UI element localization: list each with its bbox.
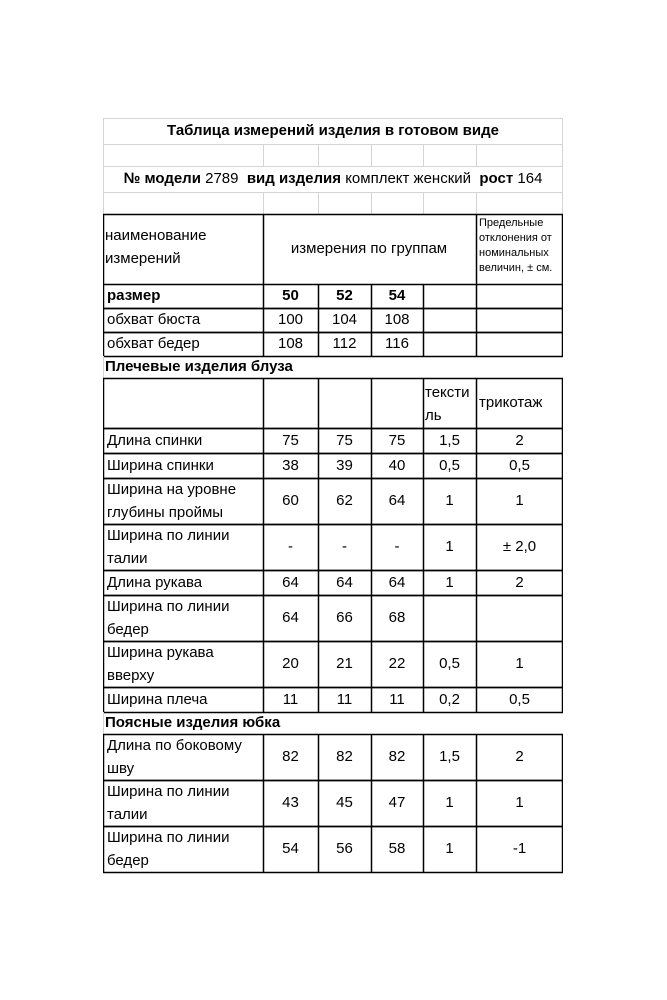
knit-tolerance: 2	[515, 432, 524, 449]
row-label: Ширина на уровне глубины проймы	[107, 481, 237, 521]
height-value: 164	[517, 170, 543, 187]
row-value: 43	[282, 794, 299, 811]
row-label: Ширина по линии бедер	[107, 598, 230, 638]
row-value: 64	[388, 492, 406, 509]
row-value: 47	[388, 794, 406, 811]
size-value: 52	[336, 287, 353, 304]
size-row-label: размер	[107, 287, 161, 304]
row-value: 56	[336, 840, 353, 857]
knit-tolerance: 1	[515, 794, 524, 811]
height-label: рост	[479, 170, 514, 187]
knit-tolerance: -1	[512, 840, 527, 857]
knit-tolerance: 1	[515, 492, 524, 509]
row-value: 39	[336, 457, 353, 474]
row-value: 11	[389, 691, 405, 708]
row-value: 64	[282, 609, 299, 626]
row-value: 75	[336, 432, 353, 449]
textile-tolerance: 1	[445, 840, 454, 857]
textile-tolerance: 1	[445, 492, 454, 509]
item-type-label: вид изделия	[246, 170, 342, 187]
size-value: 50	[282, 287, 299, 304]
row-value: 40	[388, 457, 406, 474]
textile-tolerance	[423, 595, 476, 641]
blouse-section-title: Плечевые изделия блуза	[105, 358, 293, 375]
row-value: 45	[336, 794, 353, 811]
body-row-value: 100	[277, 311, 304, 328]
row-value: 82	[336, 748, 353, 765]
knit-tolerance: 0,5	[509, 691, 530, 708]
header-groups-column: измерения по группам	[290, 240, 448, 257]
row-label: Длина рукава	[107, 574, 203, 591]
knit-header: трикотаж	[479, 394, 543, 411]
body-row-label: обхват бюста	[107, 311, 201, 328]
knit-tolerance: 1	[515, 655, 524, 672]
header-name-column: наименование измерений	[105, 227, 207, 267]
textile-header: тексти ль	[425, 384, 470, 424]
row-value: 64	[282, 574, 299, 591]
row-label: Длина по боковому шву	[107, 737, 242, 777]
table-title: Таблица измерений изделия в готовом виде	[167, 122, 499, 139]
row-label: Ширина спинки	[107, 457, 214, 474]
row-value: 82	[388, 748, 406, 765]
textile-tolerance: 1	[445, 574, 454, 591]
skirt-section-title: Поясные изделия юбка	[105, 714, 281, 731]
knit-tolerance: 0,5	[509, 457, 530, 474]
item-type-value: комплект женский	[345, 170, 472, 187]
model-info-row	[103, 166, 563, 192]
textile-tolerance: 1,5	[439, 432, 460, 449]
textile-tolerance: 0,5	[439, 655, 460, 672]
model-value: 2789	[205, 170, 239, 187]
row-value: -	[342, 538, 347, 555]
row-value: 60	[282, 492, 299, 509]
measurement-sheet	[103, 118, 563, 884]
row-value: 75	[282, 432, 299, 449]
row-value: 82	[282, 748, 299, 765]
body-row-value: 104	[331, 311, 358, 328]
row-value: 64	[388, 574, 406, 591]
row-label: Длина спинки	[107, 432, 203, 449]
knit-tolerance: ± 2,0	[502, 538, 537, 555]
model-label: № модели	[123, 170, 201, 187]
header-deviation-column: Предельные отклонения от номинальных величин, ± см.	[479, 217, 553, 274]
textile-tolerance: 0,5	[439, 457, 460, 474]
row-label: Ширина рукава вверху	[107, 644, 214, 684]
row-value: 11	[282, 691, 299, 708]
size-value: 54	[388, 287, 406, 304]
knit-tolerance: 2	[515, 748, 524, 765]
row-value: 62	[336, 492, 353, 509]
body-row-value: 116	[385, 335, 409, 352]
textile-tolerance: 1,5	[439, 748, 460, 765]
row-label: Ширина по линии талии	[107, 783, 230, 823]
row-value: -	[394, 538, 400, 555]
row-value: 21	[336, 655, 353, 672]
row-value: 64	[336, 574, 353, 591]
row-label: Ширина по линии талии	[107, 527, 230, 567]
knit-tolerance	[476, 595, 563, 641]
row-value: 58	[388, 840, 406, 857]
body-row-value: 112	[332, 335, 357, 352]
row-value: 11	[336, 691, 353, 708]
textile-tolerance: 0,2	[439, 691, 460, 708]
row-value: 68	[388, 609, 406, 626]
row-value: -	[288, 538, 293, 555]
textile-tolerance: 1	[445, 538, 454, 555]
body-row-value: 108	[277, 335, 304, 352]
body-row-label: обхват бедер	[107, 335, 200, 352]
row-value: 66	[336, 609, 353, 626]
row-label: Ширина плеча	[107, 691, 208, 708]
body-row-value: 108	[384, 311, 410, 328]
textile-tolerance: 1	[445, 794, 454, 811]
row-value: 20	[282, 655, 299, 672]
row-value: 75	[388, 432, 406, 449]
row-value: 22	[388, 655, 406, 672]
knit-tolerance: 2	[515, 574, 524, 591]
row-value: 54	[282, 840, 299, 857]
row-label: Ширина по линии бедер	[107, 829, 230, 869]
row-value: 38	[282, 457, 299, 474]
